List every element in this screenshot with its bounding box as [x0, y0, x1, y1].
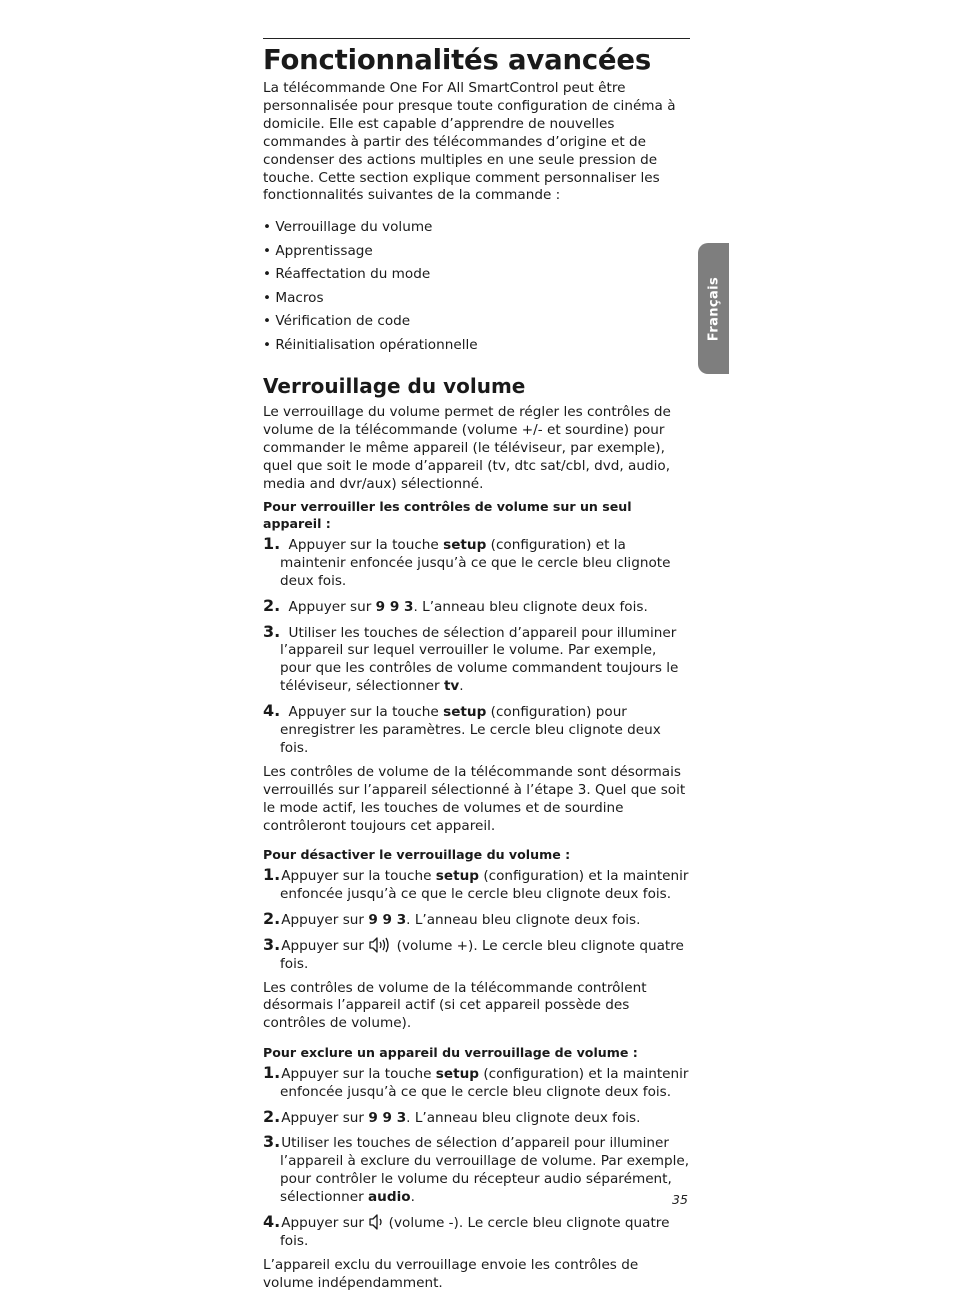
unlock-steps	[263, 866, 691, 974]
volume-up-icon	[368, 936, 392, 954]
page-title: Fonctionnalités avancées	[263, 44, 652, 76]
step-item: 2.Appuyer sur 9 9 3. L’anneau bleu clignote deux fois.	[263, 1106, 641, 1126]
feature-item: • Réinitialisation opérationnelle	[263, 334, 691, 358]
unlock-after-paragraph: Les contrôles de volume de la télécommande contrôlent désormais l’appareil actif (si cet appareil possède des contrôles de volume).	[263, 979, 647, 1032]
unlock-lead: Pour désactiver le verrouillage du volume :	[263, 847, 571, 863]
step-item: 4.Appuyer sur (volume -). Le cercle bleu clignote quatre fois.	[263, 1212, 670, 1249]
step-item: 2. Appuyer sur 9 9 3. L’anneau bleu clignote deux fois.	[263, 595, 648, 615]
feature-item: • Vérification de code	[263, 310, 691, 334]
step-number: 1.	[263, 533, 281, 553]
lock-steps	[263, 535, 691, 758]
step-item: 1.Appuyer sur la touche setup (configuration) et la maintenir enfoncée jusqu’à ce que le cercle bleu clignote deux fois.	[263, 1062, 689, 1100]
step-number: 2.	[263, 595, 281, 615]
feature-item: • Réaffectation du mode	[263, 263, 691, 287]
step-number: 3.	[263, 934, 281, 954]
step-number: 2.	[263, 908, 281, 928]
section-heading: Verrouillage du volume	[263, 374, 526, 399]
section-body: Le verrouillage du volume permet de régler les contrôles de volume de la télécommande (volume +/- et sourdine) pour commander le même appareil (le téléviseur, par exemple), quel que soit le mode d’appareil (tv, dtc sat/cbl, dvd, audio, media and dvr/aux) sélectionné.	[263, 404, 671, 492]
page-content	[263, 38, 691, 1293]
feature-item: • Apprentissage	[263, 240, 691, 264]
exclude-lead: Pour exclure un appareil du verrouillage de volume :	[263, 1045, 638, 1061]
lock-lead: Pour verrouiller les contrôles de volume sur un seul appareil :	[263, 498, 632, 532]
lock-after-paragraph: Les contrôles de volume de la télécommande sont désormais verrouillés sur l’appareil sélectionné à l’étape 3. Quel que soit le mode actif, les touches de volumes et de sourdine contrôleront toujours cet appareil.	[263, 763, 686, 834]
step-item: 3.Appuyer sur (volume +). Le cercle bleu clignote quatre fois.	[263, 934, 684, 972]
page-number: 35	[672, 1192, 688, 1207]
exclude-after-paragraph: L’appareil exclu du verrouillage envoie les contrôles de volume indépendamment.	[263, 1256, 639, 1291]
step-item: 3.Utiliser les touches de sélection d’appareil pour illuminer l’appareil à exclure du verrouillage de volume. Par exemple, pour contrôler le volume du récepteur audio séparément, sélectionner audio.	[263, 1132, 690, 1206]
feature-item: • Verrouillage du volume	[263, 216, 691, 240]
step-number: 1.	[263, 1062, 281, 1082]
step-item: 3. Utiliser les touches de sélection d’appareil pour illuminer l’appareil sur lequel verrouiller le volume. Par exemple, pour que les contrôles de volume commandent toujours le téléviseur, sélectionner tv.	[263, 621, 679, 695]
step-number: 4.	[263, 701, 281, 721]
step-item: 4. Appuyer sur la touche setup (configuration) pour enregistrer les paramètres. Le cercle bleu clignote deux fois.	[263, 701, 661, 756]
exclude-steps	[263, 1064, 691, 1251]
language-tab-label: Français	[706, 276, 721, 341]
feature-item: • Macros	[263, 287, 691, 311]
feature-list	[263, 216, 691, 357]
step-number: 1.	[263, 864, 281, 884]
step-number: 2.	[263, 1106, 281, 1126]
language-tab	[698, 243, 729, 374]
step-number: 3.	[263, 1132, 281, 1152]
top-rule	[263, 38, 690, 39]
step-number: 4.	[263, 1212, 281, 1232]
step-item: 1.Appuyer sur la touche setup (configuration) et la maintenir enfoncée jusqu’à ce que le cercle bleu clignote deux fois.	[263, 864, 689, 902]
step-item: 2.Appuyer sur 9 9 3. L’anneau bleu clignote deux fois.	[263, 908, 641, 928]
intro-paragraph: La télécommande One For All SmartControl peut être personnalisée pour presque toute configuration de cinéma à domicile. Elle est capable d’apprendre de nouvelles commandes à partir des télécommandes d’origine et de condenser des actions multiples en une seule pression de touche. Cette section explique comment personnaliser les fonctionnalités suivantes de la commande :	[263, 80, 676, 204]
step-number: 3.	[263, 621, 281, 641]
volume-down-icon	[368, 1213, 384, 1231]
step-item: 1. Appuyer sur la touche setup (configuration) et la maintenir enfoncée jusqu’à ce que le cercle bleu clignote deux fois.	[263, 533, 671, 589]
